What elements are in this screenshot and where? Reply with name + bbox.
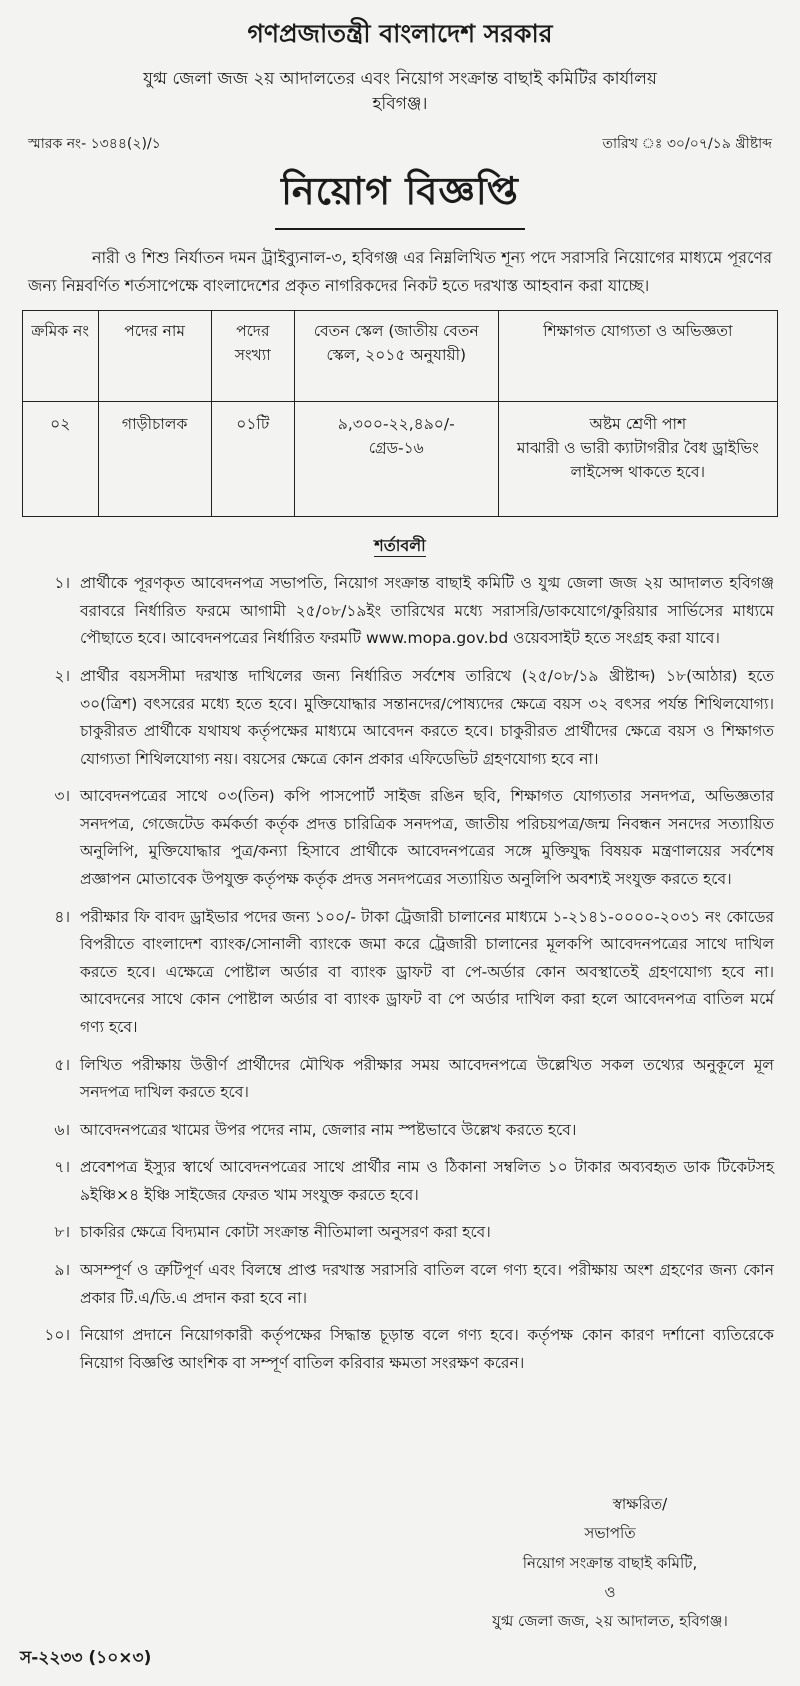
list-item [22, 663, 778, 773]
signatory-court: যুগ্ম জেলা জজ, ২য় আদালত, হবিগঞ্জ। [492, 1612, 728, 1630]
list-item [22, 1219, 778, 1247]
term-text: নিয়োগ প্রদানে নিয়োগকারী কর্তৃপক্ষের সিদ্ধান্ত চূড়ান্ত বলে গণ্য হবে। কর্তৃপক্ষ কোন কারণ দর্শানো ব্যতিরেকে নিয়োগ বিজ্ঞপ্তি আংশিক বা সম্পূর্ণ বাতিল করিবার ক্ষমতা সংরক্ষণ করেন। [80, 1326, 774, 1372]
ad-code: স-২২৩৩ (১০×৩) [20, 1648, 152, 1668]
term-text: প্রবেশপত্র ইস্যুর স্বার্থে আবেদনপত্রের সাথে প্রার্থীর নাম ও ঠিকানা সম্বলিত ১০ টাকার অব্যবহৃত ডাক টিকেটসহ ৯ইঞ্চি×৪ ইঞ্চি সাইজের ফেরত খাম সংযুক্ত করতে হবে। [80, 1158, 774, 1204]
cell-pay [294, 402, 498, 517]
term-number: ৬। [54, 1120, 70, 1139]
header-serial: ক্রমিক নং [23, 311, 99, 402]
term-text: পরীক্ষার ফি বাবদ ড্রাইভার পদের জন্য ১০০/- টাকা ট্রেজারী চালানের মাধ্যমে ১-২১৪১-০০০০-২০৩১ নং কোডের বিপরীতে বাংলাদেশ ব্যাংক/সোনালী ব্যাংকে জমা করে ট্রেজারী চালানের মূলকপি আবেদনপত্রের সাথে দাখিল করতে হবে। এক্ষেত্রে পোষ্টাল অর্ডার বা ব্যাংক ড্রাফট বা পে-অর্ডার কোন অবস্থাতেই গ্রহণযোগ্য হবে না। আবেদনের সাথে কোন পোষ্টাল অর্ডার বা ব্যাংক ড্রাফট বা পে অর্ডার দাখিল করা হলে আবেদনপত্র বাতিল মর্মে গণ্য হবে। [80, 907, 774, 1036]
table-row [23, 402, 778, 517]
pay-scale: ৯,৩০০-২২,৪৯০/- [337, 415, 455, 434]
qualification-license: মাঝারী ও ভারী ক্যাটাগরীর বৈধ ড্রাইভিং লাইসেন্স থাকতে হবে। [516, 439, 759, 482]
signature-block [440, 1490, 780, 1636]
list-item [22, 904, 778, 1042]
notice-date: তারিখ ঃ ৩০/০৭/১৯ খ্রীষ্টাব্দ [602, 136, 772, 153]
term-number: ১০। [44, 1326, 70, 1345]
term-text: আবেদনপত্রের খামের উপর পদের নাম, জেলার নাম স্পষ্টভাবে উল্লেখ করতে হবে। [80, 1120, 577, 1139]
term-text: আবেদনপত্রের সাথে ০৩(তিন) কপি পাসপোর্ট সাইজ রঙিন ছবি, শিক্ষাগত যোগ্যতার সনদপত্র, অভিজ্ঞতার সনদপত্র, গেজেটেড কর্মকর্তা কর্তৃক প্রদত্ত চারিত্রিক সনদপত্র, জাতীয় পরিচয়পত্র/জন্ম নিবন্ধন সনদের সত্যায়িত অনুলিপি, মুক্তিযোদ্ধার পুত্র/কন্যা হিসাবে প্রার্থীকে আবেদনপত্রের সঙ্গে মুক্তিযুদ্ধ বিষয়ক মন্ত্রণালয়ের সর্বশেষ প্রজ্ঞাপন মোতাবেক উপযুক্ত কর্তৃপক্ষ কর্তৃক প্রদত্ত সনদপত্রের সত্যায়িত অনুলিপি অবশ্যই সংযুক্ত করতে হবে। [80, 787, 774, 889]
memo-row [22, 132, 778, 156]
cell-count: ০১টি [211, 402, 294, 517]
term-number: ৯। [54, 1261, 70, 1279]
header [22, 14, 778, 116]
list-item [22, 1052, 778, 1107]
qualification-education: অষ্টম শ্রেণী পাশ [589, 415, 687, 434]
header-post: পদের নাম [98, 311, 211, 402]
term-number: ৪। [54, 907, 70, 926]
term-number: ১। [54, 574, 70, 593]
term-text: অসম্পূর্ণ ও ত্রুটিপূর্ণ এবং বিলম্বে প্রাপ্ত দরখাস্ত সরাসরি বাতিল বলে গণ্য হবে। পরীক্ষায় অংশ গ্রহণের জন্য কোন প্রকার টি.এ/ডি.এ প্রদান করা হবে না। [80, 1261, 774, 1307]
header-qualification: শিক্ষাগত যোগ্যতা ও অভিজ্ঞতা [498, 311, 777, 402]
table-header-row [23, 311, 778, 402]
term-text: প্রার্থীর বয়সসীমা দরখাস্ত দাখিলের জন্য নির্ধারিত সর্বশেষ তারিখে (২৫/০৮/১৯ খ্রীষ্টাব্দ) ১৮(আঠার) হতে ৩০(ত্রিশ) বৎসরের মধ্যে হতে হবে। মুক্তিযোদ্ধার সন্তানদের/পোষ্যদের ক্ষেত্রে বয়স ৩২ বৎসর পর্যন্ত শিথিলযোগ্য। চাকুরীরত প্রার্থীকে যথাযথ কর্তৃপক্ষের মাধ্যমে আবেদন করতে হবে। চাকুরীরত প্রার্থীদের ক্ষেত্রে বয়স ও শিক্ষাগত যোগ্যতা শিথিলযোগ্য নয়। বয়সের ক্ষেত্রে কোন প্রকার এফিডেভিট গ্রহণযোগ্য হবে না। [80, 667, 774, 768]
term-number: ৫। [54, 1055, 70, 1074]
term-number: ২। [54, 667, 70, 686]
signatory-committee: নিয়োগ সংক্রান্ত বাছাই কমিটি, [522, 1553, 698, 1572]
notice-title-text: নিয়োগ বিজ্ঞপ্তি [275, 162, 525, 230]
intro-paragraph: নারী ও শিশু নির্যাতন দমন ট্রাইব্যুনাল-৩, হবিগঞ্জ এর নিম্নলিখিত শূন্য পদে সরাসরি নিয়োগের মাধ্যমে পূরণের জন্য নিম্নবর্ণিত শর্তসাপেক্ষে বাংলাদেশের প্রকৃত নাগরিকদের নিকট হতে দরখাস্ত আহবান করা যাচ্ছে। [28, 248, 772, 296]
term-text: চাকরির ক্ষেত্রে বিদ্যমান কোটা সংক্রান্ত নীতিমালা অনুসরণ করা হবে। [80, 1223, 491, 1242]
list-item [22, 783, 778, 893]
term-number: ৭। [54, 1158, 70, 1177]
pay-grade: গ্রেড-১৬ [368, 439, 424, 458]
cell-serial: ০২ [23, 402, 99, 517]
header-count: পদের সংখ্যা [211, 311, 294, 402]
list-item [22, 1117, 778, 1145]
list-item [22, 1257, 778, 1312]
posts-table [22, 310, 778, 517]
term-number: ৮। [54, 1223, 70, 1242]
term-number: ৩। [54, 787, 70, 806]
list-item [22, 1322, 778, 1377]
signatory-role: সভাপতি [584, 1524, 636, 1543]
signatory-and: ও [604, 1582, 616, 1601]
terms-heading [22, 533, 778, 560]
list-item [22, 570, 778, 653]
term-text: প্রার্থীকে পূরণকৃত আবেদনপত্র সভাপতি, নিয়োগ সংক্রান্ত বাছাই কমিটি ও যুগ্ম জেলা জজ ২য় আদালত হবিগঞ্জ বরাবরে নির্ধারিত ফরমে আগামী ২৫/০৮/১৯ইং তারিখের মধ্যে সরাসরি/ডাকযোগে/কুরিয়ার সার্ভিসের মাধ্যমে পৌছাতে হবে। আবেদনপত্রের নির্ধারিত ফরমটি www.mopa.gov.bd ওয়েবসাইট হতে সংগ্রহ করা যাবে। [80, 574, 774, 648]
notice-title [22, 162, 778, 230]
terms-title: শর্তাবলী [374, 536, 426, 556]
list-item [22, 1154, 778, 1209]
office-district: হবিগঞ্জ। [372, 93, 428, 114]
cell-qualification [498, 402, 777, 517]
office-name: যুগ্ম জেলা জজ ২য় আদালতের এবং নিয়োগ সংক্রান্ত বাছাই কমিটির কার্যালয় [143, 69, 657, 89]
term-text: লিখিত পরীক্ষায় উত্তীর্ণ প্রার্থীদের মৌখিক পরীক্ষার সময় আবেদনপত্রে উল্লেখিত সকল তথ্যের অনুকূলে মূল সনদপত্র দাখিল করতে হবে। [80, 1055, 774, 1102]
signed-label: স্বাক্ষরিত/ [612, 1495, 668, 1513]
header-pay: বেতন স্কেল (জাতীয় বেতন স্কেল, ২০১৫ অনুযায়ী) [294, 311, 498, 402]
government-name: গণপ্রজাতন্ত্রী বাংলাদেশ সরকার [247, 19, 553, 48]
terms-list [22, 570, 778, 1377]
cell-post: গাড়ীচালক [98, 402, 211, 517]
memo-number: স্মারক নং- ১৩৪৪(২)/১ [28, 136, 161, 153]
